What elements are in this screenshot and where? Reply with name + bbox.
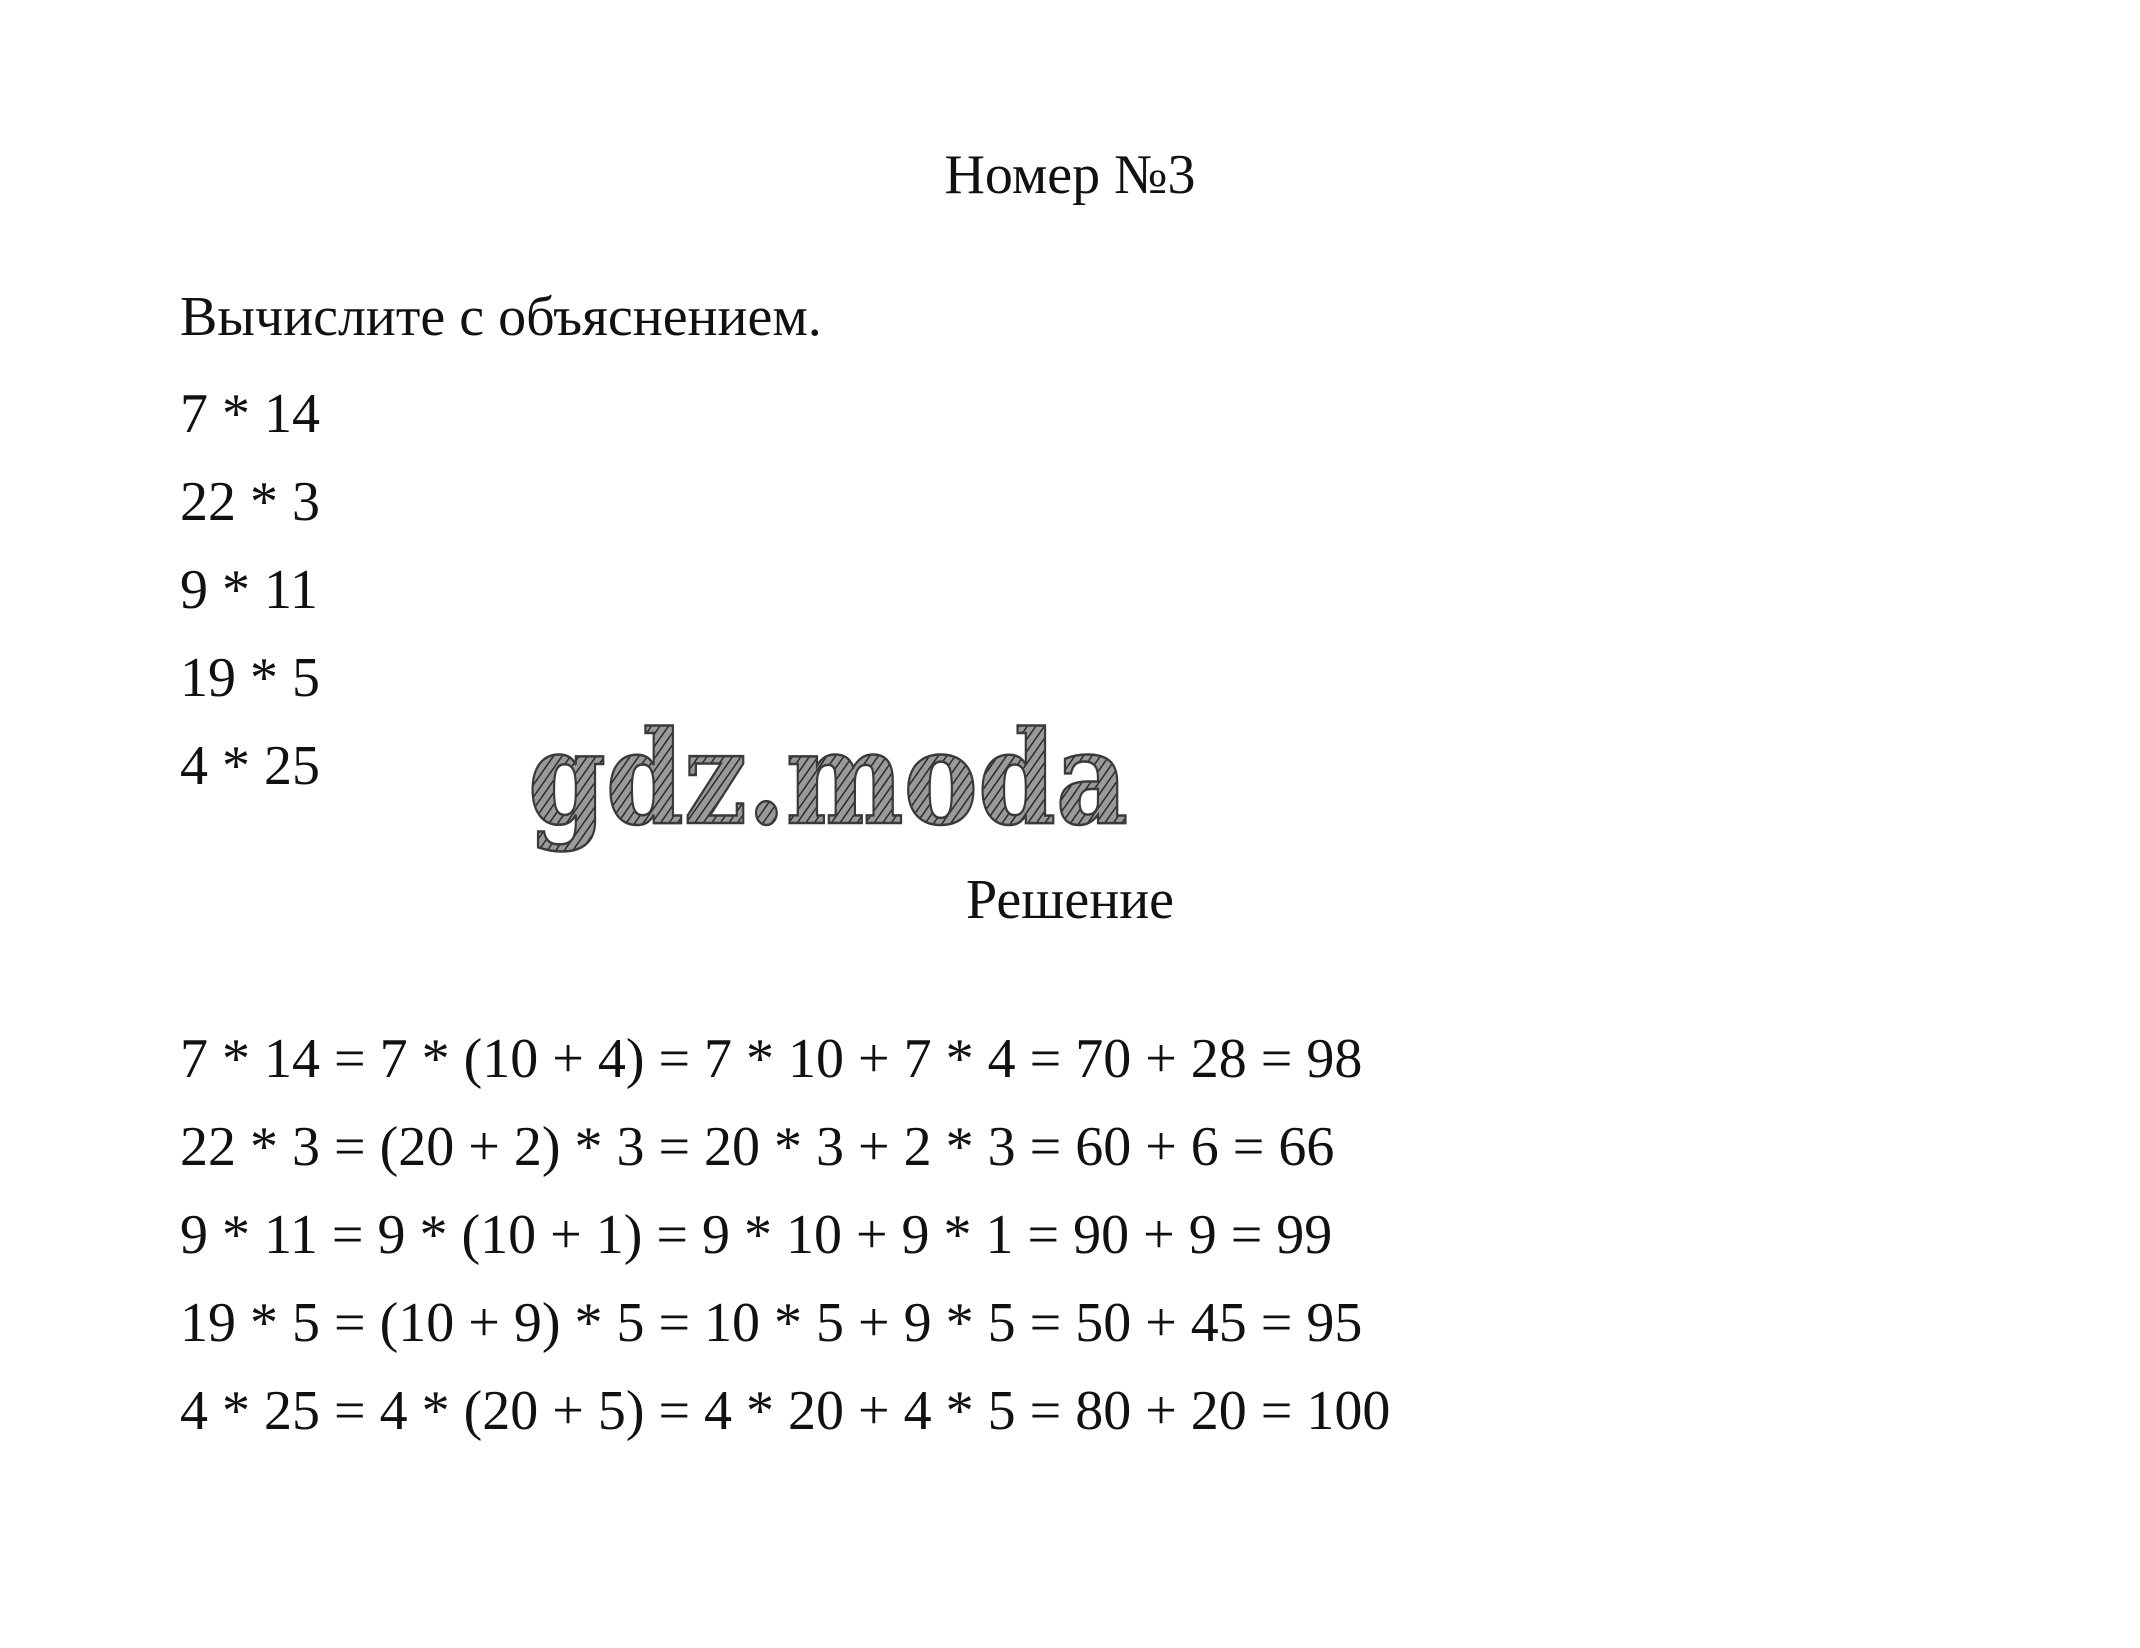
solution-item: 4 * 25 = 4 * (20 + 5) = 4 * 20 + 4 * 5 = 80 + 20 = 100 [180, 1380, 1391, 1442]
problem-item: 4 * 25 [180, 735, 320, 797]
solution-item: 7 * 14 = 7 * (10 + 4) = 7 * 10 + 7 * 4 = 70 + 28 = 98 [180, 1028, 1363, 1090]
problem-item: 22 * 3 [180, 471, 320, 533]
solution-list [180, 1015, 1390, 1455]
problem-item: 19 * 5 [180, 647, 320, 709]
problem-item: 7 * 14 [180, 383, 320, 445]
watermark-text: gdz.moda [528, 704, 1128, 854]
problem-item: 9 * 11 [180, 559, 318, 621]
task-instruction: Вычислите с объяснением. [180, 286, 822, 348]
solution-heading: Решение [965, 869, 1175, 931]
watermark-logo [520, 705, 1140, 875]
solution-item: 19 * 5 = (10 + 9) * 5 = 10 * 5 + 9 * 5 = 50 + 45 = 95 [180, 1292, 1363, 1354]
problem-list [180, 370, 320, 810]
solution-item: 9 * 11 = 9 * (10 + 1) = 9 * 10 + 9 * 1 = 90 + 9 = 99 [180, 1204, 1333, 1266]
solution-item: 22 * 3 = (20 + 2) * 3 = 20 * 3 + 2 * 3 = 60 + 6 = 66 [180, 1116, 1335, 1178]
page-title: Номер №3 [944, 144, 1196, 206]
